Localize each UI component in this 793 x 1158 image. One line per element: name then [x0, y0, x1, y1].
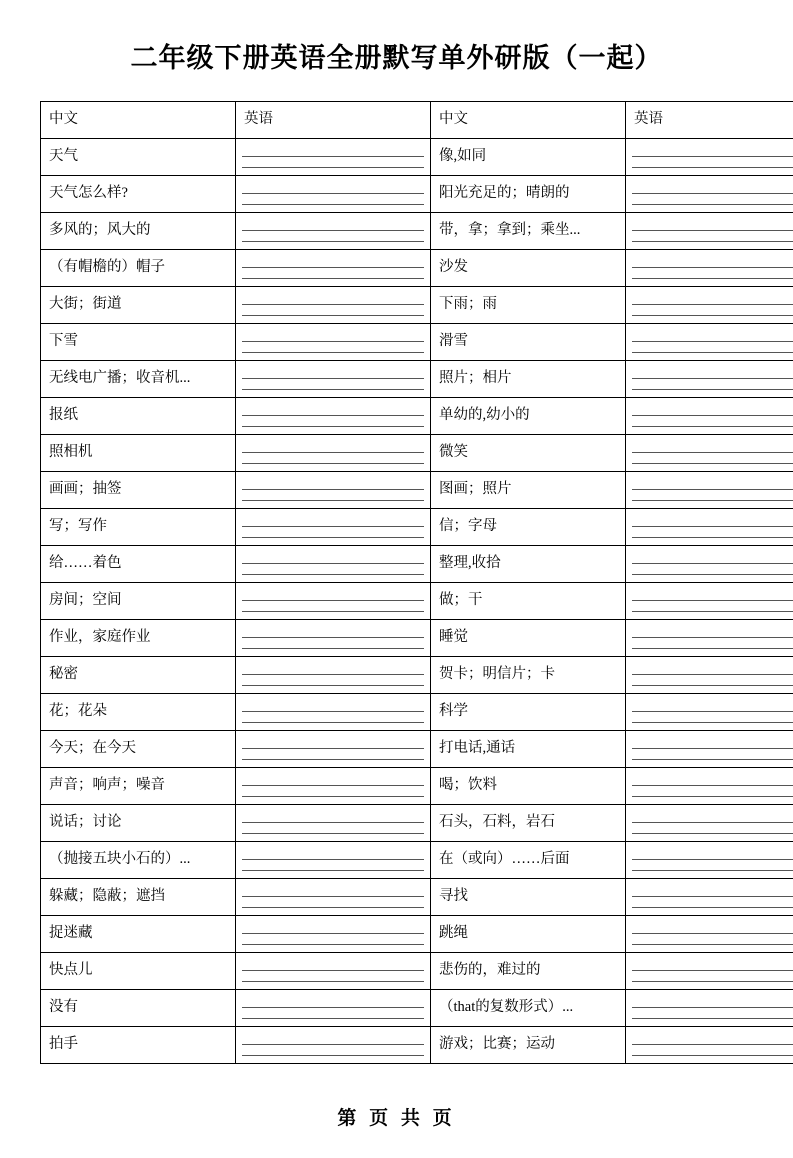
writing-line — [632, 860, 793, 871]
table-row — [41, 583, 793, 620]
writing-line — [242, 738, 424, 749]
writing-lines — [626, 1027, 793, 1063]
writing-lines — [236, 509, 430, 545]
chinese-term-cell: 带，拿；拿到；乘坐... — [431, 213, 626, 250]
writing-line — [632, 886, 793, 897]
chinese-term-cell: 滑雪 — [431, 324, 626, 361]
writing-lines — [626, 324, 793, 360]
writing-lines — [626, 361, 793, 397]
chinese-term-cell: 照相机 — [41, 435, 236, 472]
writing-line — [632, 331, 793, 342]
writing-line — [242, 342, 424, 353]
chinese-term-cell: 科学 — [431, 694, 626, 731]
writing-line — [242, 479, 424, 490]
writing-lines — [626, 139, 793, 175]
writing-line — [632, 701, 793, 712]
writing-line — [632, 1045, 793, 1056]
writing-line — [632, 664, 793, 675]
writing-lines — [236, 435, 430, 471]
chinese-term-cell: 捉迷藏 — [41, 916, 236, 953]
writing-line — [242, 860, 424, 871]
english-answer-blank[interactable] — [626, 842, 793, 879]
table-row — [41, 361, 793, 398]
chinese-term-cell: 石头，石料，岩石 — [431, 805, 626, 842]
writing-line — [632, 146, 793, 157]
english-answer-blank[interactable] — [236, 842, 431, 879]
table-row — [41, 768, 793, 805]
english-answer-blank[interactable] — [626, 620, 793, 657]
chinese-term-cell: 无线电广播；收音机... — [41, 361, 236, 398]
writing-line — [632, 453, 793, 464]
writing-line — [632, 923, 793, 934]
writing-line — [242, 231, 424, 242]
chinese-term-cell: 寻找 — [431, 879, 626, 916]
writing-line — [632, 812, 793, 823]
table-row — [41, 990, 793, 1027]
english-answer-blank[interactable] — [626, 583, 793, 620]
writing-lines — [236, 694, 430, 730]
writing-line — [242, 183, 424, 194]
english-answer-blank[interactable] — [626, 250, 793, 287]
writing-line — [242, 934, 424, 945]
writing-line — [632, 749, 793, 760]
chinese-term-cell: 照片；相片 — [431, 361, 626, 398]
chinese-term-cell: 微笑 — [431, 435, 626, 472]
english-answer-blank[interactable] — [236, 916, 431, 953]
writing-line — [632, 934, 793, 945]
table-row — [41, 398, 793, 435]
chinese-term-cell: 房间；空间 — [41, 583, 236, 620]
table-row — [41, 435, 793, 472]
writing-lines — [626, 287, 793, 323]
english-answer-blank[interactable] — [236, 731, 431, 768]
writing-line — [632, 268, 793, 279]
writing-line — [242, 194, 424, 205]
writing-line — [632, 627, 793, 638]
english-answer-blank[interactable] — [236, 990, 431, 1027]
writing-line — [632, 997, 793, 1008]
writing-line — [242, 405, 424, 416]
english-answer-blank[interactable] — [626, 1027, 793, 1064]
table-row — [41, 916, 793, 953]
writing-line — [242, 527, 424, 538]
writing-line — [242, 453, 424, 464]
table-row — [41, 324, 793, 361]
chinese-term-cell: 打电话,通话 — [431, 731, 626, 768]
chinese-term-cell: 花；花朵 — [41, 694, 236, 731]
writing-line — [242, 638, 424, 649]
writing-line — [242, 1045, 424, 1056]
writing-lines — [626, 842, 793, 878]
writing-line — [242, 553, 424, 564]
table-row — [41, 472, 793, 509]
vocabulary-table-wrapper — [40, 101, 753, 1064]
english-answer-blank[interactable] — [626, 990, 793, 1027]
writing-lines — [236, 583, 430, 619]
writing-line — [242, 960, 424, 971]
writing-line — [632, 479, 793, 490]
writing-lines — [626, 250, 793, 286]
writing-line — [242, 786, 424, 797]
writing-line — [632, 183, 793, 194]
writing-lines — [236, 620, 430, 656]
writing-line — [242, 923, 424, 934]
writing-lines — [236, 361, 430, 397]
writing-line — [242, 257, 424, 268]
writing-lines — [236, 990, 430, 1026]
writing-lines — [626, 657, 793, 693]
writing-line — [242, 971, 424, 982]
writing-line — [242, 564, 424, 575]
writing-line — [632, 342, 793, 353]
english-answer-blank[interactable] — [236, 398, 431, 435]
chinese-term-cell: 拍手 — [41, 1027, 236, 1064]
chinese-term-cell: （that的复数形式）... — [431, 990, 626, 1027]
table-row — [41, 620, 793, 657]
english-answer-blank[interactable] — [236, 324, 431, 361]
chinese-term-cell: （有帽檐的）帽子 — [41, 250, 236, 287]
english-answer-blank[interactable] — [236, 472, 431, 509]
writing-lines — [626, 213, 793, 249]
table-row — [41, 842, 793, 879]
english-answer-blank[interactable] — [626, 213, 793, 250]
table-row — [41, 250, 793, 287]
table-row — [41, 176, 793, 213]
writing-line — [632, 416, 793, 427]
chinese-term-cell: 阳光充足的；晴朗的 — [431, 176, 626, 213]
writing-lines — [626, 435, 793, 471]
writing-line — [242, 416, 424, 427]
page-title: 二年级下册英语全册默写单外研版（一起） — [0, 36, 793, 75]
english-answer-blank[interactable] — [626, 694, 793, 731]
writing-lines — [626, 916, 793, 952]
english-answer-blank[interactable] — [626, 916, 793, 953]
writing-lines — [236, 250, 430, 286]
writing-lines — [236, 879, 430, 915]
writing-line — [242, 749, 424, 760]
writing-line — [242, 294, 424, 305]
writing-line — [632, 490, 793, 501]
chinese-term-cell: 单幼的,幼小的 — [431, 398, 626, 435]
writing-line — [632, 379, 793, 390]
english-answer-blank[interactable] — [626, 657, 793, 694]
english-answer-blank[interactable] — [626, 768, 793, 805]
writing-lines — [626, 546, 793, 582]
writing-lines — [626, 953, 793, 989]
writing-lines — [626, 805, 793, 841]
english-answer-blank[interactable] — [236, 805, 431, 842]
writing-line — [242, 823, 424, 834]
english-answer-blank[interactable] — [626, 879, 793, 916]
writing-line — [632, 849, 793, 860]
english-answer-blank[interactable] — [236, 694, 431, 731]
writing-line — [242, 1034, 424, 1045]
writing-line — [632, 564, 793, 575]
chinese-term-cell: 悲伤的，难过的 — [431, 953, 626, 990]
writing-lines — [236, 287, 430, 323]
english-answer-blank[interactable] — [626, 731, 793, 768]
writing-lines — [236, 805, 430, 841]
writing-line — [632, 590, 793, 601]
writing-line — [242, 268, 424, 279]
chinese-term-cell: 跳绳 — [431, 916, 626, 953]
english-answer-blank[interactable] — [626, 398, 793, 435]
writing-lines — [236, 657, 430, 693]
english-answer-blank[interactable] — [626, 472, 793, 509]
writing-line — [632, 405, 793, 416]
writing-line — [632, 775, 793, 786]
writing-line — [242, 379, 424, 390]
english-answer-blank[interactable] — [236, 768, 431, 805]
english-answer-blank[interactable] — [236, 509, 431, 546]
table-row — [41, 139, 793, 176]
column-header: 中文 — [41, 102, 236, 139]
english-answer-blank[interactable] — [236, 620, 431, 657]
writing-line — [242, 601, 424, 612]
writing-line — [632, 442, 793, 453]
writing-line — [242, 897, 424, 908]
writing-line — [632, 601, 793, 612]
writing-line — [242, 157, 424, 168]
table-row — [41, 879, 793, 916]
english-answer-blank[interactable] — [626, 435, 793, 472]
writing-lines — [626, 176, 793, 212]
english-answer-blank[interactable] — [236, 879, 431, 916]
english-answer-blank[interactable] — [236, 139, 431, 176]
chinese-term-cell: 沙发 — [431, 250, 626, 287]
chinese-term-cell: （抛接五块小石的）... — [41, 842, 236, 879]
writing-line — [242, 368, 424, 379]
writing-line — [242, 997, 424, 1008]
chinese-term-cell: 下雪 — [41, 324, 236, 361]
writing-line — [632, 231, 793, 242]
writing-line — [242, 849, 424, 860]
table-row — [41, 657, 793, 694]
chinese-term-cell: 作业，家庭作业 — [41, 620, 236, 657]
writing-line — [632, 368, 793, 379]
writing-line — [632, 194, 793, 205]
table-row — [41, 694, 793, 731]
chinese-term-cell: 睡觉 — [431, 620, 626, 657]
writing-line — [242, 627, 424, 638]
writing-line — [242, 590, 424, 601]
page-footer: 第 页 共 页 — [0, 1103, 793, 1130]
writing-line — [632, 1008, 793, 1019]
writing-lines — [236, 1027, 430, 1063]
english-answer-blank[interactable] — [236, 953, 431, 990]
writing-line — [242, 442, 424, 453]
chinese-term-cell: 躲藏；隐蔽；遮挡 — [41, 879, 236, 916]
english-answer-blank[interactable] — [626, 546, 793, 583]
column-header: 中文 — [431, 102, 626, 139]
writing-line — [242, 775, 424, 786]
writing-lines — [626, 694, 793, 730]
table-row — [41, 805, 793, 842]
writing-line — [632, 675, 793, 686]
writing-line — [632, 220, 793, 231]
writing-line — [632, 897, 793, 908]
writing-line — [242, 712, 424, 723]
writing-lines — [236, 768, 430, 804]
writing-line — [242, 701, 424, 712]
writing-line — [632, 553, 793, 564]
writing-lines — [236, 731, 430, 767]
english-answer-blank[interactable] — [236, 1027, 431, 1064]
writing-lines — [626, 620, 793, 656]
english-answer-blank[interactable] — [236, 435, 431, 472]
chinese-term-cell: 天气怎么样? — [41, 176, 236, 213]
writing-lines — [236, 916, 430, 952]
chinese-term-cell: 给……着色 — [41, 546, 236, 583]
writing-line — [632, 1034, 793, 1045]
writing-lines — [236, 139, 430, 175]
writing-line — [242, 812, 424, 823]
table-row — [41, 1027, 793, 1064]
writing-lines — [626, 731, 793, 767]
chinese-term-cell: 做；干 — [431, 583, 626, 620]
writing-line — [242, 675, 424, 686]
column-header: 英语 — [626, 102, 793, 139]
writing-line — [632, 712, 793, 723]
chinese-term-cell: 快点儿 — [41, 953, 236, 990]
writing-line — [632, 638, 793, 649]
english-answer-blank[interactable] — [626, 361, 793, 398]
table-row — [41, 509, 793, 546]
writing-line — [632, 823, 793, 834]
writing-line — [242, 331, 424, 342]
english-answer-blank[interactable] — [626, 287, 793, 324]
writing-line — [242, 146, 424, 157]
writing-line — [242, 220, 424, 231]
writing-line — [242, 664, 424, 675]
writing-line — [632, 738, 793, 749]
writing-lines — [626, 879, 793, 915]
writing-lines — [236, 842, 430, 878]
english-answer-blank[interactable] — [236, 583, 431, 620]
chinese-term-cell: 画画；抽签 — [41, 472, 236, 509]
table-header-row — [41, 102, 793, 139]
chinese-term-cell: 说话；讨论 — [41, 805, 236, 842]
writing-line — [632, 516, 793, 527]
chinese-term-cell: 整理,收拾 — [431, 546, 626, 583]
english-answer-blank[interactable] — [626, 176, 793, 213]
chinese-term-cell: 下雨；雨 — [431, 287, 626, 324]
writing-line — [242, 305, 424, 316]
writing-line — [242, 1008, 424, 1019]
chinese-term-cell: 今天；在今天 — [41, 731, 236, 768]
writing-line — [242, 516, 424, 527]
chinese-term-cell: 游戏；比赛；运动 — [431, 1027, 626, 1064]
writing-line — [632, 786, 793, 797]
writing-line — [242, 490, 424, 501]
table-row — [41, 953, 793, 990]
table-row — [41, 287, 793, 324]
english-answer-blank[interactable] — [236, 176, 431, 213]
english-answer-blank[interactable] — [236, 213, 431, 250]
writing-lines — [236, 213, 430, 249]
table-row — [41, 731, 793, 768]
writing-lines — [626, 472, 793, 508]
chinese-term-cell: 声音；响声；噪音 — [41, 768, 236, 805]
writing-lines — [236, 176, 430, 212]
chinese-term-cell: 像,如同 — [431, 139, 626, 176]
chinese-term-cell: 在（或向）……后面 — [431, 842, 626, 879]
chinese-term-cell: 天气 — [41, 139, 236, 176]
writing-lines — [236, 546, 430, 582]
writing-line — [632, 527, 793, 538]
writing-lines — [236, 398, 430, 434]
english-answer-blank[interactable] — [236, 361, 431, 398]
english-answer-blank[interactable] — [236, 657, 431, 694]
english-answer-blank[interactable] — [626, 324, 793, 361]
writing-line — [632, 294, 793, 305]
vocabulary-table — [40, 101, 793, 1064]
table-row — [41, 546, 793, 583]
writing-lines — [626, 990, 793, 1026]
writing-lines — [236, 472, 430, 508]
writing-lines — [626, 583, 793, 619]
column-header: 英语 — [236, 102, 431, 139]
chinese-term-cell: 秘密 — [41, 657, 236, 694]
writing-line — [632, 971, 793, 982]
writing-lines — [626, 398, 793, 434]
writing-lines — [236, 324, 430, 360]
chinese-term-cell: 报纸 — [41, 398, 236, 435]
english-answer-blank[interactable] — [626, 509, 793, 546]
writing-line — [632, 157, 793, 168]
chinese-term-cell: 写；写作 — [41, 509, 236, 546]
chinese-term-cell: 信；字母 — [431, 509, 626, 546]
english-answer-blank[interactable] — [626, 139, 793, 176]
writing-line — [632, 305, 793, 316]
english-answer-blank[interactable] — [236, 546, 431, 583]
chinese-term-cell: 喝；饮料 — [431, 768, 626, 805]
writing-lines — [236, 953, 430, 989]
writing-lines — [626, 509, 793, 545]
writing-line — [632, 257, 793, 268]
english-answer-blank[interactable] — [626, 805, 793, 842]
chinese-term-cell: 贺卡；明信片；卡 — [431, 657, 626, 694]
table-row — [41, 213, 793, 250]
chinese-term-cell: 图画；照片 — [431, 472, 626, 509]
writing-lines — [626, 768, 793, 804]
english-answer-blank[interactable] — [236, 287, 431, 324]
english-answer-blank[interactable] — [236, 250, 431, 287]
worksheet-page — [0, 36, 793, 1158]
writing-line — [632, 960, 793, 971]
chinese-term-cell: 没有 — [41, 990, 236, 1027]
english-answer-blank[interactable] — [626, 953, 793, 990]
writing-line — [242, 886, 424, 897]
chinese-term-cell: 大街；街道 — [41, 287, 236, 324]
chinese-term-cell: 多风的；风大的 — [41, 213, 236, 250]
